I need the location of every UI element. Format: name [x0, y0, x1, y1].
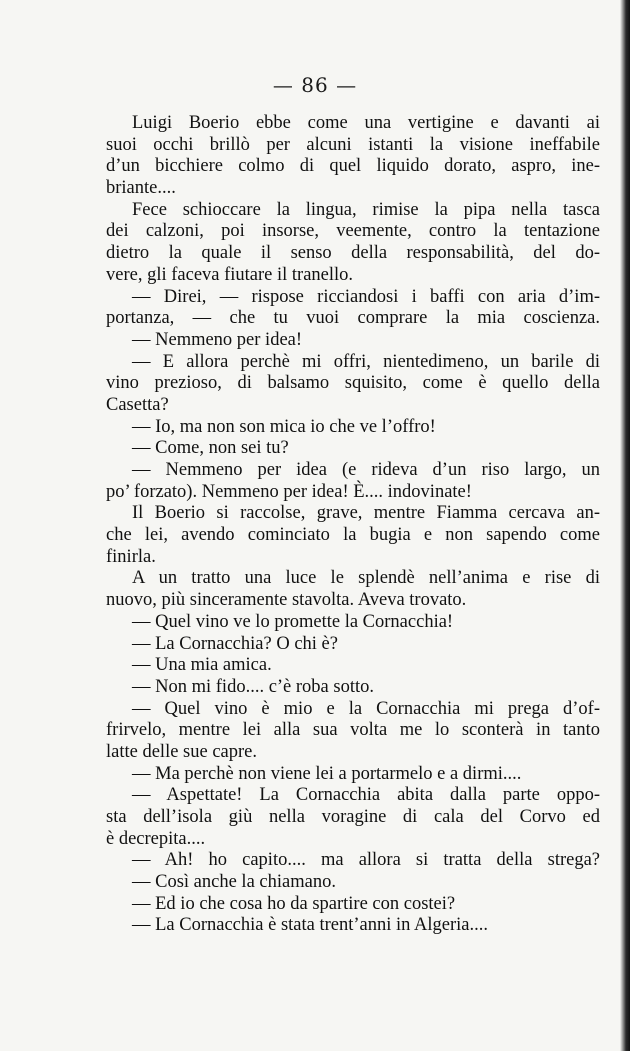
page-text — [106, 113, 600, 937]
text-line: — Quel vino è mio e la Cornacchia mi prega d’of- — [132, 698, 600, 719]
text-line: briante.... — [106, 178, 176, 199]
text-line: — Come, non sei tu? — [132, 438, 289, 459]
text-line: — Nemmeno per idea! — [132, 329, 303, 350]
text-line: d’un bicchiere colmo di quel liquido dorato, aspro, ine- — [106, 156, 600, 177]
text-line: frirvelo, mentre lei alla sua volta me lo sconterà in tanto — [106, 720, 600, 741]
text-line: nuovo, più sinceramente stavolta. Aveva trovato. — [106, 590, 467, 611]
text-line: — Direi, — rispose ricciandosi i baffi con aria d’im- — [132, 286, 600, 307]
text-line: dei calzoni, poi insorse, veemente, contro la tentazione — [106, 221, 600, 242]
text-line: — Nemmeno per idea (e rideva d’un riso largo, un — [132, 460, 600, 480]
text-line: finirla. — [106, 546, 156, 567]
text-line: Fece schioccare la lingua, rimise la pipa nella tasca — [132, 199, 600, 220]
text-line: — Così anche la chiamano. — [132, 872, 336, 893]
text-line: che lei, avendo cominciato la bugia e non sapendo come — [106, 525, 600, 546]
text-line: — Una mia amica. — [132, 655, 272, 676]
text-line: latte delle sue capre. — [106, 741, 257, 762]
text-line: dietro la quale il senso della responsabilità, del do- — [106, 243, 600, 264]
text-line: — Ma perchè non viene lei a portarmelo e a dirmi.... — [132, 763, 522, 784]
text-line: è decrepita.... — [106, 828, 206, 849]
text-line: — La Cornacchia? O chi è? — [132, 633, 338, 654]
text-line: — Quel vino ve lo promette la Cornacchia! — [132, 611, 454, 632]
text-line: — La Cornacchia è stata trent’anni in Algeria.... — [132, 915, 488, 936]
text-line: vino prezioso, di balsamo squisito, come è quello della — [106, 373, 600, 394]
text-line: — Io, ma non son mica io che ve l’offro! — [132, 416, 436, 437]
page-edge-shadow — [620, 0, 630, 1051]
text-line: suoi occhi brillò per alcuni istanti la visione ineffabile — [106, 134, 600, 155]
text-line: vere, gli faceva fiutare il tranello. — [106, 264, 354, 285]
text-line: po’ forzato). Nemmeno per idea! È.... indovinate! — [106, 481, 472, 502]
text-line: Luigi Boerio ebbe come una vertigine e davanti ai — [132, 113, 600, 133]
text-line: Casetta? — [106, 394, 169, 415]
text-line: Il Boerio si raccolse, grave, mentre Fiamma cercava an- — [132, 503, 600, 524]
text-line: — Non mi fido.... c’è roba sotto. — [132, 676, 374, 697]
text-line: portanza, — che tu vuoi comprare la mia coscienza. — [106, 308, 600, 329]
text-line: — E allora perchè mi offri, nientedimeno, un barile di — [132, 351, 600, 372]
page-number: — 86 — — [272, 73, 358, 97]
text-line: — Aspettate! La Cornacchia abita dalla parte oppo- — [132, 785, 600, 806]
text-line: — Ed io che cosa ho da spartire con costei? — [132, 893, 456, 914]
text-line: A un tratto una luce le splendè nell’anima e rise di — [132, 568, 600, 589]
text-line: sta dell’isola giù nella voragine di cala del Corvo ed — [106, 807, 600, 827]
text-line: — Ah! ho capito.... ma allora si tratta della strega? — [132, 850, 600, 871]
